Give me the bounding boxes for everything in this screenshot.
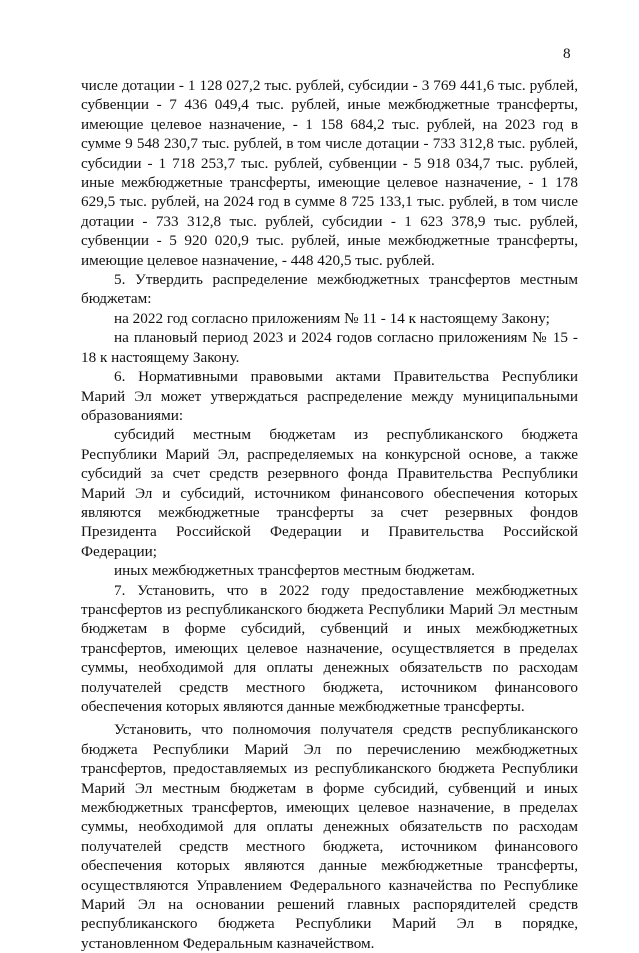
document-body [81, 76, 578, 953]
paragraph-item-7: 7. Установить, что в 2022 году предоставление межбюджетных трансфертов из республиканского бюджета Республики Марий Эл местным бюджетам в форме субсидий, субвенций и иных межбюджетных трансфертов, имеющих целевое назначение, осуществляется в пределах суммы, необходимой для оплаты денежных обязательств по расходам получателей средств местного бюджета, источником финансового обеспечения которых являются данные межбюджетные трансферты. [81, 581, 578, 715]
paragraph-item-6-other-transfers: иных межбюджетных трансфертов местным бюджетам. [114, 562, 475, 580]
paragraph-item-7-powers: Установить, что полномочия получателя средств республиканского бюджета Республики Марий Эл по перечислению межбюджетных трансфертов, предоставляемых из республиканского бюджета Республики Марий Эл местным бюджетам в форме субсидий, субвенций и иных межбюджетных трансфертов, имеющих целевое назначение, в пределах суммы, необходимой для оплаты денежных обязательств по расходам получателей средств местного бюджета, источником финансового обеспечения которых являются данные межбюджетные трансферты, осуществляются Управлением Федерального казначейства по Республике Марий Эл на основании решений главных распорядителей средств республиканского бюджета Республики Марий Эл в порядке, установленном Федеральным казначейством. [81, 721, 578, 952]
paragraph-item-5: 5. Утвердить распределение межбюджетных трансфертов местным бюджетам: [81, 271, 578, 308]
paragraph-item-5-planning-period: на плановый период 2023 и 2024 годов согласно приложениям № 15 - 18 к настоящему Закону. [81, 329, 578, 366]
paragraph-item-5-year-2022: на 2022 год согласно приложениям № 11 - 14 к настоящему Закону; [114, 309, 550, 327]
paragraph-item-6: 6. Нормативными правовыми актами Правительства Республики Марий Эл может утверждаться распределение между муниципальными образованиями: [81, 368, 578, 424]
paragraph-item-6-subsidies: субсидий местным бюджетам из республиканского бюджета Республики Марий Эл, распределяемых на конкурсной основе, а также субсидий за счет средств резервного фонда Правительства Республики Марий Эл и субсидий, источником финансового обеспечения которых являются межбюджетные трансферты за счет резервных фондов Президента Российской Федерации и Правительства Российской Федерации; [81, 426, 578, 560]
paragraph-transfers-breakdown: числе дотации - 1 128 027,2 тыс. рублей, субсидии - 3 769 441,6 тыс. рублей, субвенции - 7 436 049,4 тыс. рублей, иные межбюджетные трансферты, имеющие целевое назначение, - 1 158 684,2 тыс. рублей, на 2023 год в сумме 9 548 230,7 тыс. рублей, в том числе дотации - 733 312,8 тыс. рублей, субсидии - 1 718 253,7 тыс. рублей, субвенции - 5 918 034,7 тыс. рублей, иные межбюджетные трансферты, имеющие целевое назначение, - 1 178 629,5 тыс. рублей, на 2024 год в сумме 8 725 133,1 тыс. рублей, в том числе дотации - 733 312,8 тыс. рублей, субсидии - 1 623 378,9 тыс. рублей, субвенции - 5 920 020,9 тыс. рублей, иные межбюджетные трансферты, имеющие целевое назначение, - 448 420,5 тыс. рублей. [81, 77, 578, 269]
page-number: 8 [563, 45, 571, 62]
